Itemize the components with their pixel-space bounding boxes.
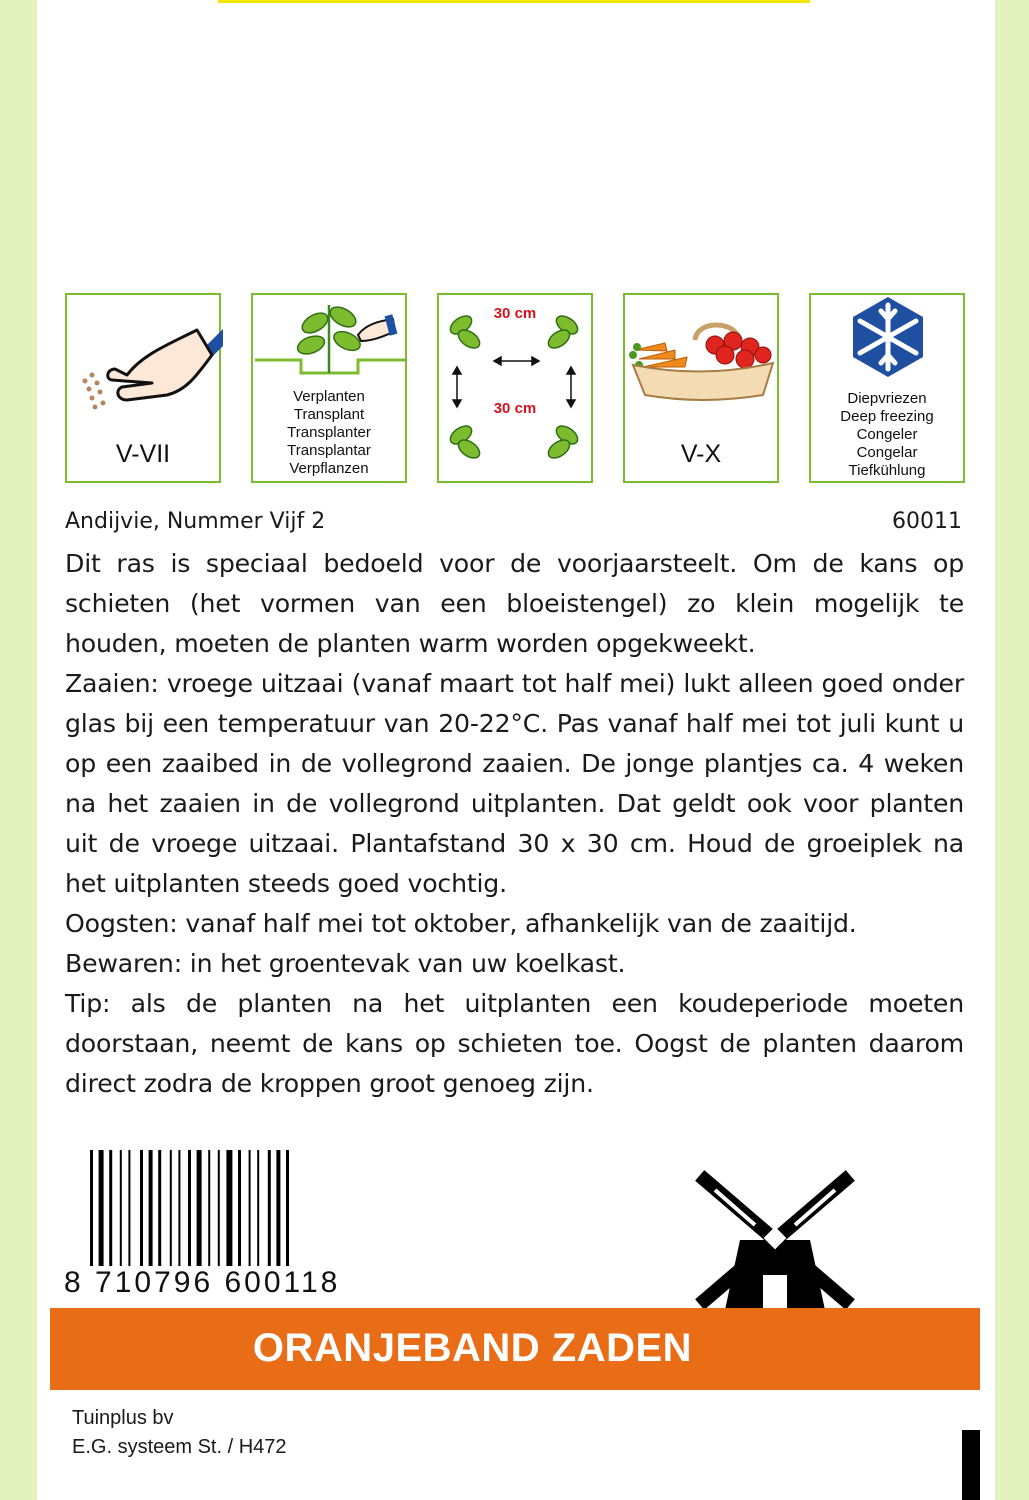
- company-name: Tuinplus bv: [72, 1407, 174, 1429]
- top-yellow-strip: [218, 0, 810, 3]
- barcode-bar: [140, 1150, 143, 1275]
- barcode-bar: [128, 1150, 130, 1275]
- barcode-bar: [249, 1150, 251, 1275]
- product-code: 60011: [892, 509, 962, 534]
- spacing-top-label: 30 cm: [493, 305, 537, 322]
- product-name: Andijvie, Nummer Vijf 2: [65, 509, 326, 534]
- barcode-bar: [188, 1150, 191, 1275]
- barcode-bar: [208, 1150, 210, 1275]
- company-info: [72, 1404, 287, 1462]
- icon-box-harvest: [623, 293, 779, 483]
- barcode-bar: [120, 1150, 122, 1275]
- barcode-bar: [99, 1150, 104, 1275]
- intro-paragraph: Dit ras is speciaal bedoeld voor de voorjaarsteelt. Om de kans op schieten (het vormen van een bloeistengel) zo klein mogelijk te houden, moeten de planten warm worden opgekweekt.: [65, 549, 964, 658]
- product-title-row: [65, 509, 962, 543]
- barcode-bar: [178, 1150, 180, 1275]
- barcode-bar: [268, 1150, 271, 1275]
- icon-box-spacing: [437, 293, 593, 483]
- icon-box-freezing: [809, 293, 965, 483]
- zaaien-heading: Zaaien: [65, 669, 151, 698]
- tip-heading: Tip: [65, 989, 102, 1018]
- spacing-mid-label: 30 cm: [493, 400, 537, 417]
- transplant-label-es: Transplantar: [287, 442, 371, 459]
- bewaren-text: : in het groentevak van uw koelkast.: [173, 949, 626, 978]
- zaaien-text: : vroege uitzaai (vanaf maart tot half mei) lukt alleen goed onder glas bij een temperatuur van 20-22°C. Pas vanaf half mei tot juli kunt u op een zaaibed in de vollegrond zaaien. De jonge plantjes ca. 4 weken na het zaaien in de vollegrond uitplanten. Dat geldt ook voor planten uit de vroege uitzaai. Plantafstand 30 x 30 cm. Houd de groeiplek na het uitplanten steeds goed vochtig.: [65, 669, 964, 898]
- barcode-bar: [158, 1150, 161, 1275]
- certification: E.G. systeem St. / H472: [72, 1436, 287, 1458]
- description: [65, 544, 964, 1104]
- instruction-icons: [65, 293, 965, 483]
- windmill-logo-icon: [695, 1170, 855, 1310]
- barcode-bar: [218, 1150, 220, 1275]
- sowing-period: V-VII: [115, 440, 171, 468]
- brand-band: [50, 1308, 980, 1390]
- transplant-label-en: Transplant: [293, 406, 365, 423]
- oogsten-text: : vanaf half mei tot oktober, afhankelijk van de zaaitijd.: [169, 909, 857, 938]
- transplant-label-fr: Transplanter: [287, 424, 371, 441]
- barcode-bar: [238, 1150, 241, 1275]
- brand-name: ORANJEBAND ZADEN: [252, 1326, 693, 1370]
- transplant-label-de: Verpflanzen: [289, 460, 369, 477]
- barcode-bar: [257, 1150, 259, 1275]
- barcode-bar: [170, 1150, 172, 1275]
- icon-box-transplant: [251, 293, 407, 483]
- tip-text: : als de planten na het uitplanten een koudeperiode moeten doorstaan, neemt de kans op schieten toe. Oogst de planten daarom direct zodra de kroppen groot genoeg zijn.: [65, 989, 964, 1098]
- freezing-label-en: Deep freezing: [840, 408, 934, 425]
- freezing-label-nl: Diepvriezen: [847, 390, 927, 407]
- oogsten-heading: Oogsten: [65, 909, 170, 938]
- black-marker-bar: [962, 1430, 980, 1500]
- icon-box-sowing: [65, 293, 221, 483]
- oogsten-paragraph: [65, 904, 964, 944]
- barcode-bar: [90, 1150, 93, 1275]
- bewaren-heading: Bewaren: [65, 949, 174, 978]
- barcode-bar: [226, 1150, 232, 1275]
- freezing-label-de: Tiefkühlung: [848, 462, 926, 479]
- spacing-icon: [439, 295, 595, 485]
- barcode-digits: 8 710796 600118: [64, 1266, 404, 1300]
- barcode-bar: [109, 1150, 112, 1275]
- barcode-bar: [197, 1150, 202, 1275]
- transplant-label-nl: Verplanten: [293, 388, 365, 405]
- tip-paragraph: [65, 984, 964, 1104]
- freezing-label-fr: Congeler: [856, 426, 918, 443]
- zaaien-paragraph: [65, 664, 964, 904]
- barcode-bar: [286, 1150, 289, 1275]
- bewaren-paragraph: [65, 944, 964, 984]
- harvest-period: V-X: [680, 440, 722, 468]
- barcode-bar: [276, 1150, 280, 1275]
- freezing-label-es: Congelar: [856, 444, 918, 461]
- barcode-bar: [149, 1150, 153, 1275]
